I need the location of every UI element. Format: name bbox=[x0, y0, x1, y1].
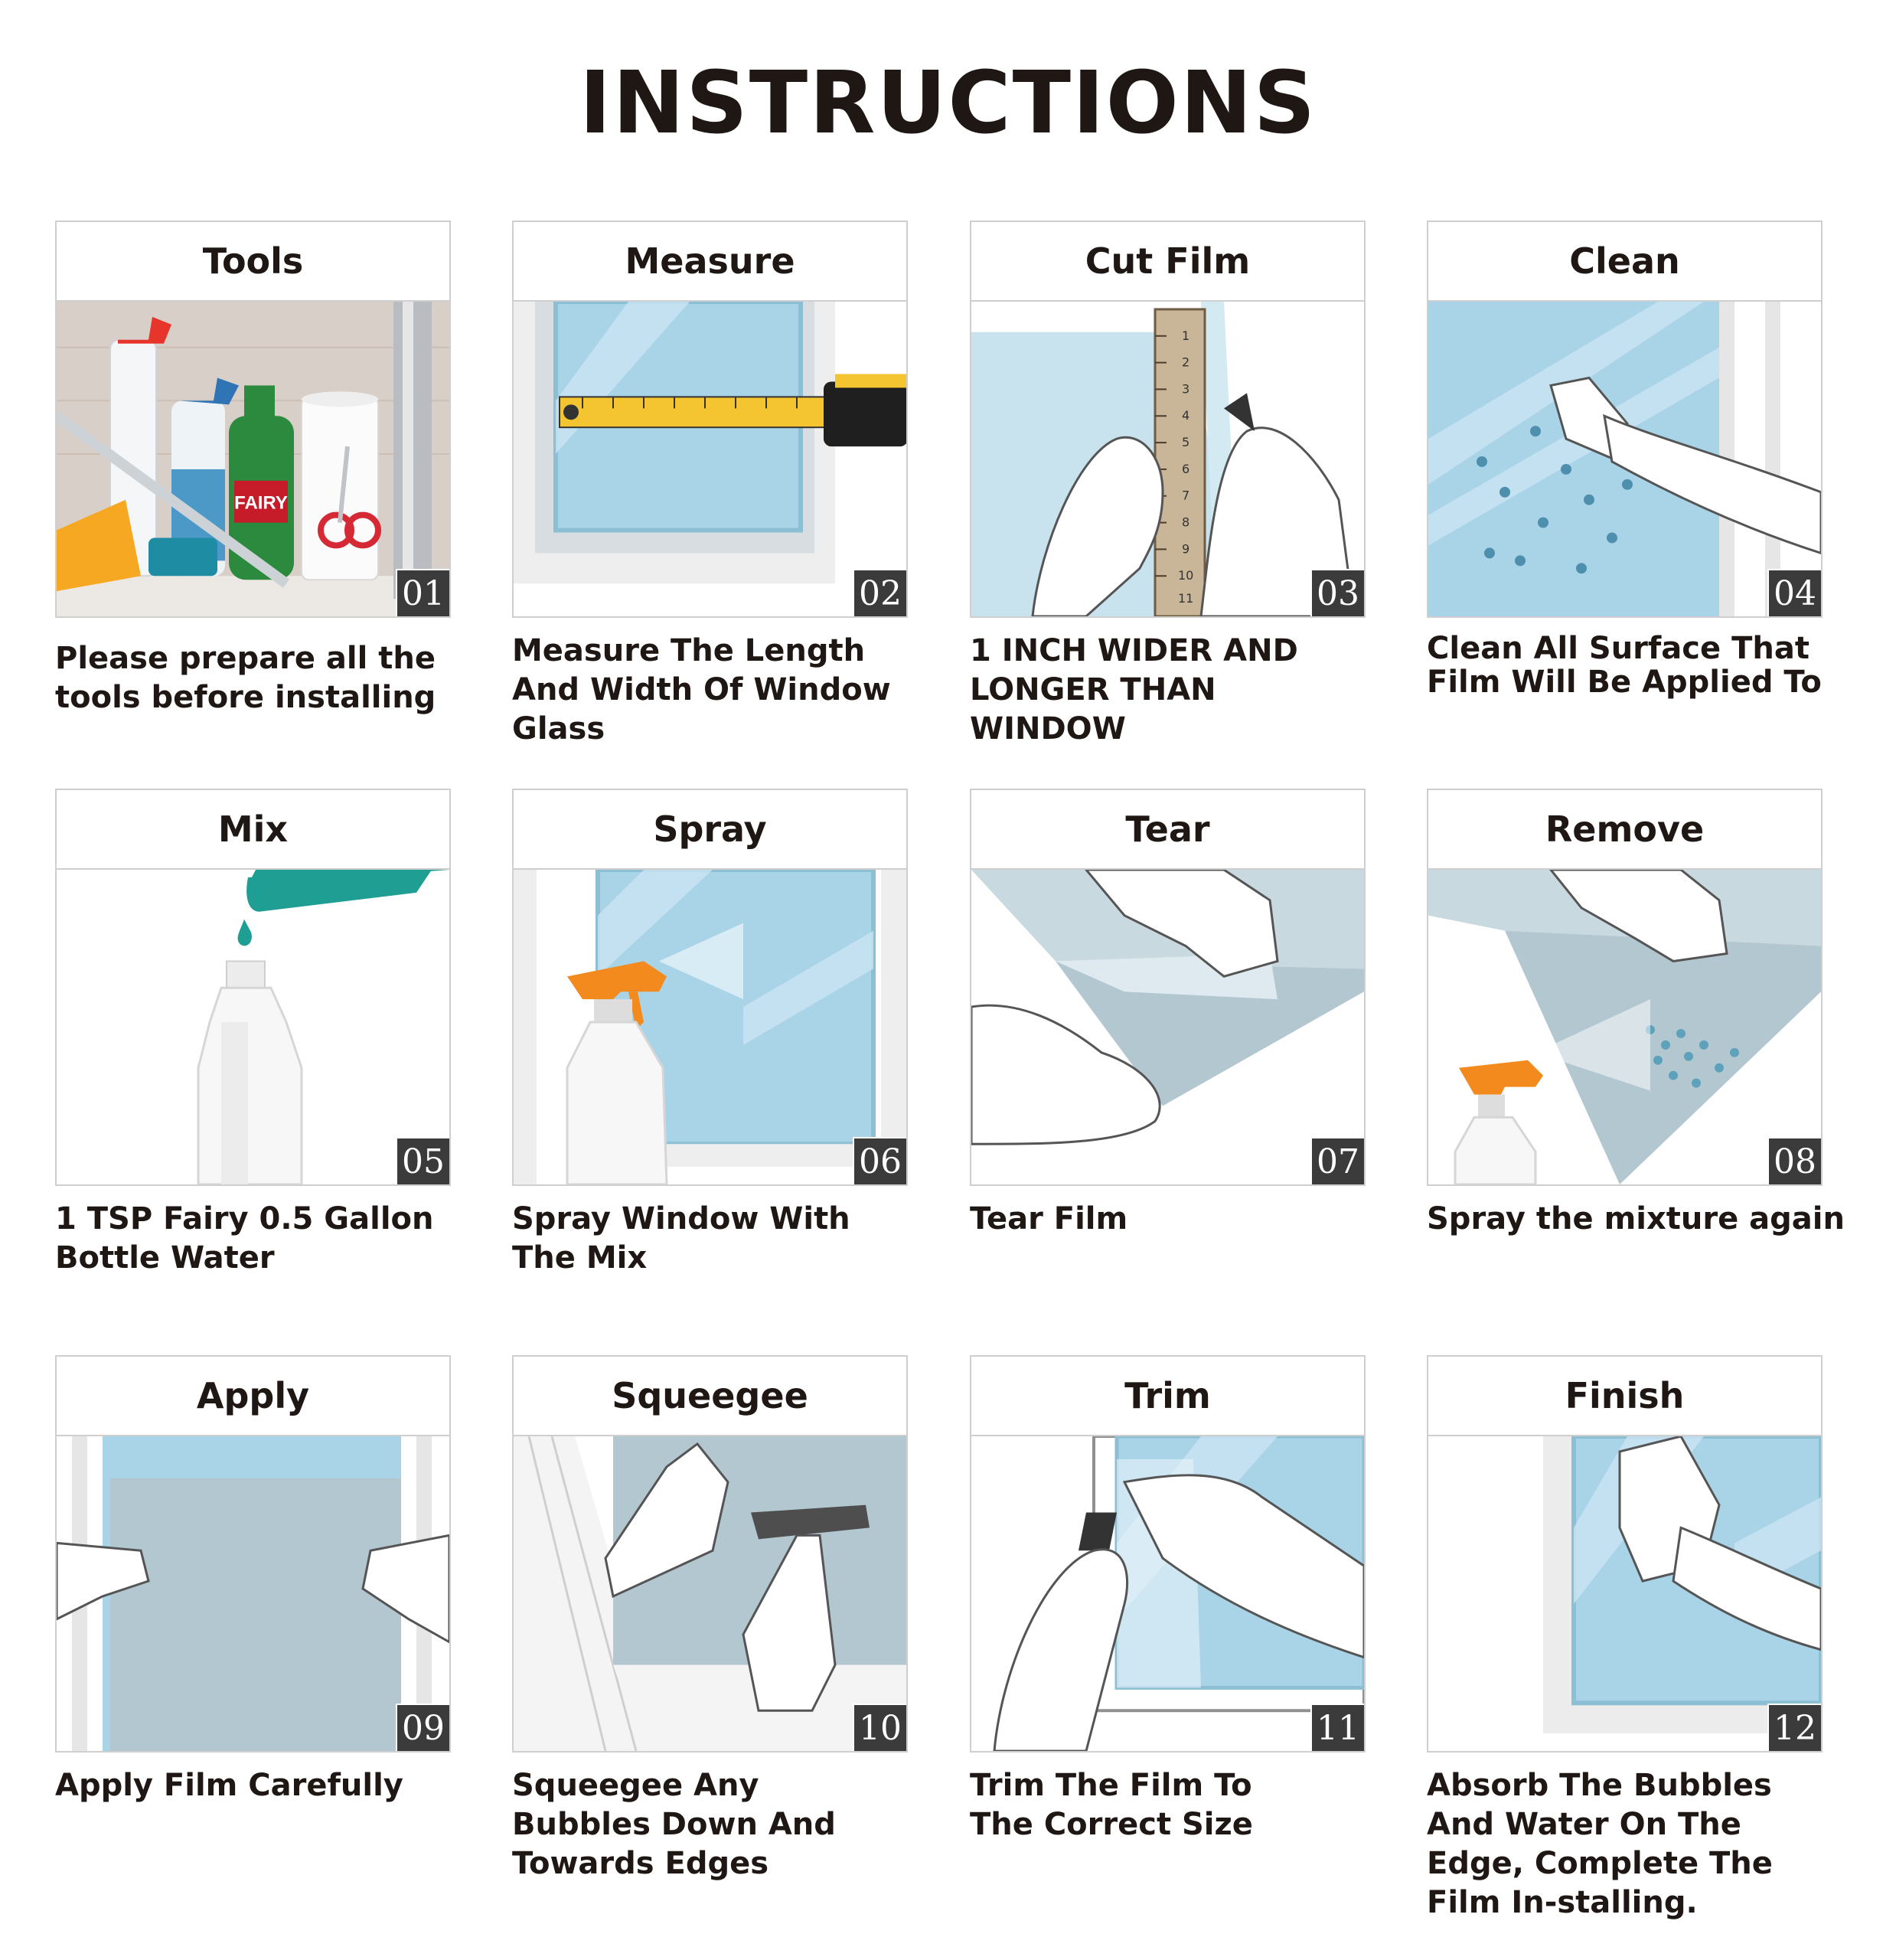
step-caption: Trim The Film To The Correct Size bbox=[970, 1768, 1253, 1842]
step-header: Mix bbox=[57, 790, 449, 870]
cut-film-illustration bbox=[971, 302, 1364, 616]
step-card-squeegee bbox=[512, 1355, 908, 1753]
ruler-mark: 11 bbox=[1178, 591, 1194, 606]
step-caption: Clean All Surface That Film Will Be Applied To bbox=[1427, 631, 1822, 700]
step-header: Finish bbox=[1428, 1357, 1821, 1436]
step-number: 10 bbox=[853, 1704, 906, 1751]
ruler-mark: 4 bbox=[1182, 408, 1190, 423]
ruler-mark: 9 bbox=[1182, 541, 1190, 557]
spray-illustration bbox=[514, 870, 906, 1184]
step-header: Tear bbox=[971, 790, 1364, 870]
step-number: 02 bbox=[853, 569, 906, 616]
ruler-mark: 7 bbox=[1182, 488, 1190, 503]
step-card-measure bbox=[512, 220, 908, 618]
ruler-mark: 10 bbox=[1178, 568, 1194, 583]
step-header: Spray bbox=[514, 790, 906, 870]
step-number: 06 bbox=[853, 1137, 906, 1184]
fairy-label: FAIRY bbox=[234, 492, 288, 514]
step-number: 03 bbox=[1310, 569, 1364, 616]
step-caption: Spray Window With The Mix bbox=[512, 1201, 850, 1276]
step-caption: Measure The Length And Width Of Window Glass bbox=[512, 633, 891, 746]
mix-illustration bbox=[57, 870, 449, 1184]
step-caption: 1 TSP Fairy 0.5 Gallon Bottle Water bbox=[55, 1201, 434, 1276]
step-card-tear bbox=[970, 789, 1366, 1186]
ruler-mark: 1 bbox=[1182, 328, 1190, 343]
step-card-finish bbox=[1427, 1355, 1823, 1753]
step-caption: Please prepare all the tools before installing bbox=[55, 641, 436, 715]
step-caption: 1 INCH WIDER AND LONGER THAN WINDOW bbox=[970, 633, 1298, 746]
step-header: Trim bbox=[971, 1357, 1364, 1436]
tear-illustration bbox=[971, 870, 1364, 1184]
step-header: Tools bbox=[57, 222, 449, 302]
step-number: 11 bbox=[1310, 1704, 1364, 1751]
finish-illustration bbox=[1428, 1436, 1821, 1751]
step-number: 08 bbox=[1767, 1137, 1821, 1184]
step-header: Squeegee bbox=[514, 1357, 906, 1436]
clean-illustration bbox=[1428, 302, 1821, 616]
apply-illustration bbox=[57, 1436, 449, 1751]
step-number: 12 bbox=[1767, 1704, 1821, 1751]
step-caption: Absorb The Bubbles And Water On The Edge, Complete The Film In-stalling. bbox=[1427, 1768, 1773, 1920]
step-card-mix bbox=[55, 789, 451, 1186]
tools-photo bbox=[57, 302, 449, 616]
step-card-tools bbox=[55, 220, 451, 618]
step-caption: Squeegee Any Bubbles Down And Towards Edges bbox=[512, 1768, 836, 1881]
step-number: 01 bbox=[396, 569, 449, 616]
step-number: 04 bbox=[1767, 569, 1821, 616]
ruler-mark: 5 bbox=[1182, 435, 1190, 450]
ruler-mark: 3 bbox=[1182, 381, 1190, 397]
step-header: Measure bbox=[514, 222, 906, 302]
step-caption: Apply Film Carefully bbox=[55, 1768, 403, 1803]
ruler-mark: 6 bbox=[1182, 461, 1190, 476]
measure-illustration bbox=[514, 302, 906, 616]
step-card-clean bbox=[1427, 220, 1823, 618]
step-card-apply bbox=[55, 1355, 451, 1753]
step-card-trim bbox=[970, 1355, 1366, 1753]
squeegee-illustration bbox=[514, 1436, 906, 1751]
step-header: Apply bbox=[57, 1357, 449, 1436]
step-header: Cut Film bbox=[971, 222, 1364, 302]
step-card-remove bbox=[1427, 789, 1823, 1186]
step-caption: Spray the mixture again bbox=[1427, 1201, 1845, 1236]
page-title: INSTRUCTIONS bbox=[579, 54, 1317, 153]
step-header: Clean bbox=[1428, 222, 1821, 302]
trim-illustration bbox=[971, 1436, 1364, 1751]
step-number: 09 bbox=[396, 1704, 449, 1751]
step-card-cut-film bbox=[970, 220, 1366, 618]
ruler-mark: 8 bbox=[1182, 514, 1190, 530]
step-caption: Tear Film bbox=[970, 1201, 1128, 1236]
ruler-mark: 2 bbox=[1182, 354, 1190, 370]
step-number: 07 bbox=[1310, 1137, 1364, 1184]
step-header: Remove bbox=[1428, 790, 1821, 870]
remove-illustration bbox=[1428, 870, 1821, 1184]
step-card-spray bbox=[512, 789, 908, 1186]
step-number: 05 bbox=[396, 1137, 449, 1184]
